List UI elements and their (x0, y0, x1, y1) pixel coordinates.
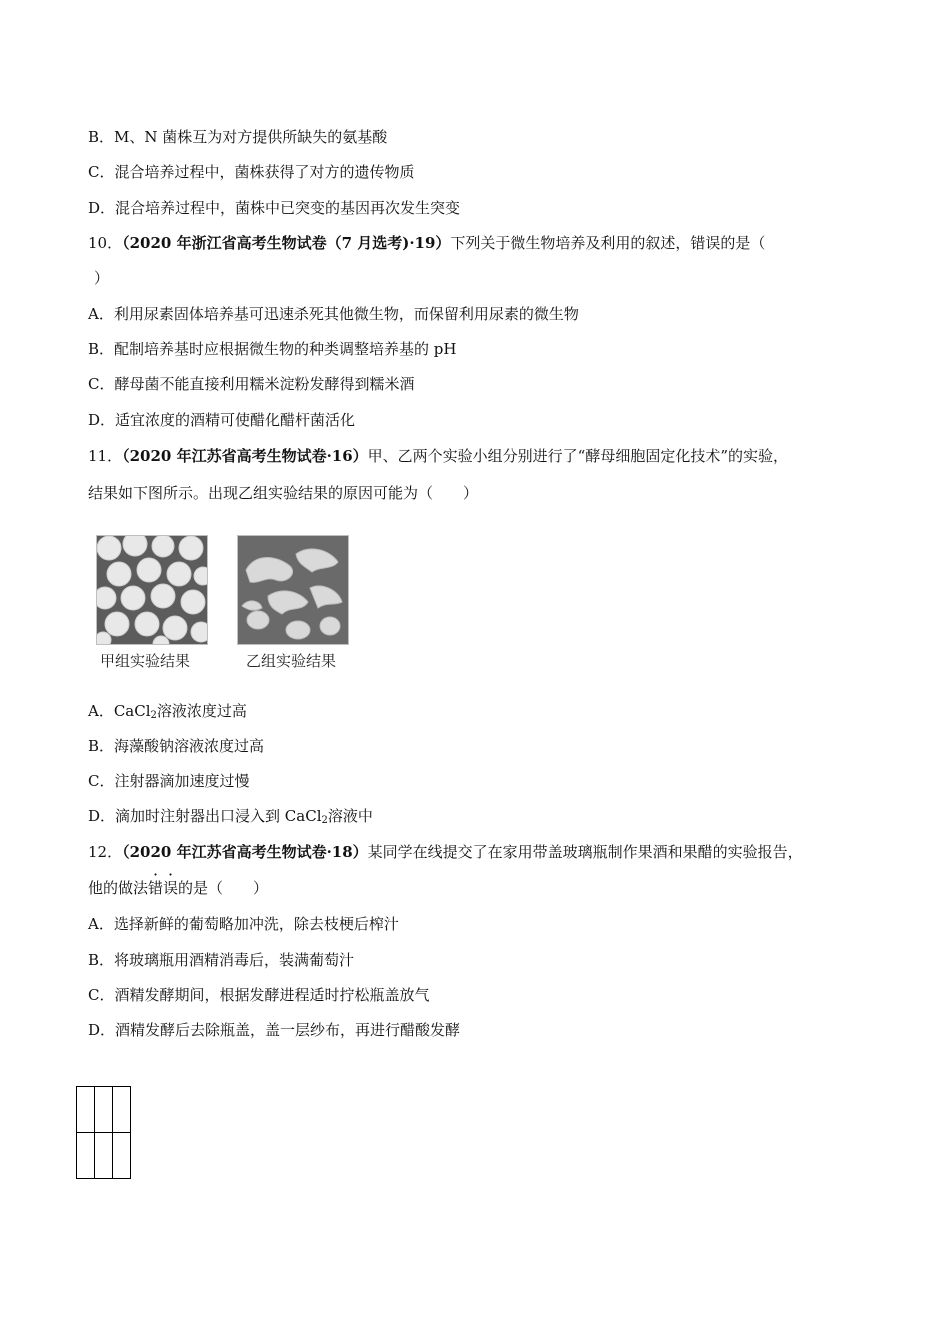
q10-number: 10． (88, 234, 123, 252)
emphasis-char: 错 (148, 879, 164, 897)
q11-stem-line2: 结果如下图所示。出现乙组实验结果的原因可能为（ ） (88, 484, 479, 502)
q9-option-c: C．混合培养过程中，菌株获得了对方的遗传物质 (88, 163, 415, 181)
q12-option-c: C．酒精发酵期间，根据发酵进程适时拧松瓶盖放气 (88, 986, 430, 1004)
q10-option-c: C．酵母菌不能直接利用糯米淀粉发酵得到糯米酒 (88, 375, 415, 393)
q12-source: （2020 年江苏省高考生物试卷·18） (122, 843, 368, 861)
q10-stem (88, 233, 765, 253)
answer-grid (76, 1086, 131, 1179)
q9-option-d: D．混合培养过程中，菌株中已突变的基因再次发生突变 (88, 199, 461, 217)
answer-cell[interactable] (77, 1087, 95, 1133)
q10-option-b: B．配制培养基时应根据微生物的种类调整培养基的 pH (88, 340, 457, 358)
q11-source: （2020 年江苏省高考生物试卷·16） (122, 447, 368, 465)
q10-option-d: D．适宜浓度的酒精可使醋化醋杆菌活化 (88, 411, 356, 429)
q11-option-c: C．注射器滴加速度过慢 (88, 772, 250, 790)
figure-group-a-photo (96, 535, 208, 645)
figure-group-a-caption: 甲组实验结果 (100, 652, 191, 670)
q12-stem-line2: 他的做法错误的是（ ） (88, 879, 269, 897)
q11-stem (88, 446, 788, 466)
answer-cell[interactable] (113, 1133, 131, 1179)
q10-stem-end: ） (94, 269, 110, 287)
q10-stem-text: 下列关于微生物培养及利用的叙述，错误的是（ (450, 234, 766, 252)
q12-option-d: D．酒精发酵后去除瓶盖，盖一层纱布，再进行醋酸发酵 (88, 1021, 461, 1039)
q10-source: （2020 年浙江省高考生物试卷（7 月选考)·19） (122, 234, 451, 252)
q11-number: 11． (88, 447, 123, 465)
answer-cell[interactable] (95, 1133, 113, 1179)
answer-cell[interactable] (95, 1087, 113, 1133)
emphasis-char: 误 (163, 879, 179, 897)
q11-option-d: D．滴加时注射器出口浸入到 CaCl$_2$溶液中 (88, 807, 373, 826)
answer-cell[interactable] (113, 1087, 131, 1133)
answer-cell[interactable] (77, 1133, 95, 1179)
q9-option-b: B．M、N 菌株互为对方提供所缺失的氨基酸 (88, 128, 388, 146)
q11-option-a: A．CaCl$_2$溶液浓度过高 (88, 702, 247, 721)
q10-option-a: A．利用尿素固体培养基可迅速杀死其他微生物，而保留利用尿素的微生物 (88, 305, 579, 323)
figure-group-b-caption: 乙组实验结果 (246, 652, 337, 670)
q11-stem-text: 甲、乙两个实验小组分别进行了“酵母细胞固定化技术”的实验， (367, 447, 789, 465)
q12-stem (88, 842, 803, 862)
q12-stem-text: 某同学在线提交了在家用带盖玻璃瓶制作果酒和果醋的实验报告， (367, 843, 803, 861)
q12-number: 12． (88, 843, 123, 861)
q12-option-b: B．将玻璃瓶用酒精消毒后，装满葡萄汁 (88, 951, 355, 969)
figure-group-b-photo (237, 535, 349, 645)
q11-option-b: B．海藻酸钠溶液浓度过高 (88, 737, 265, 755)
q12-option-a: A．选择新鲜的葡萄略加冲洗，除去枝梗后榨汁 (88, 915, 399, 933)
